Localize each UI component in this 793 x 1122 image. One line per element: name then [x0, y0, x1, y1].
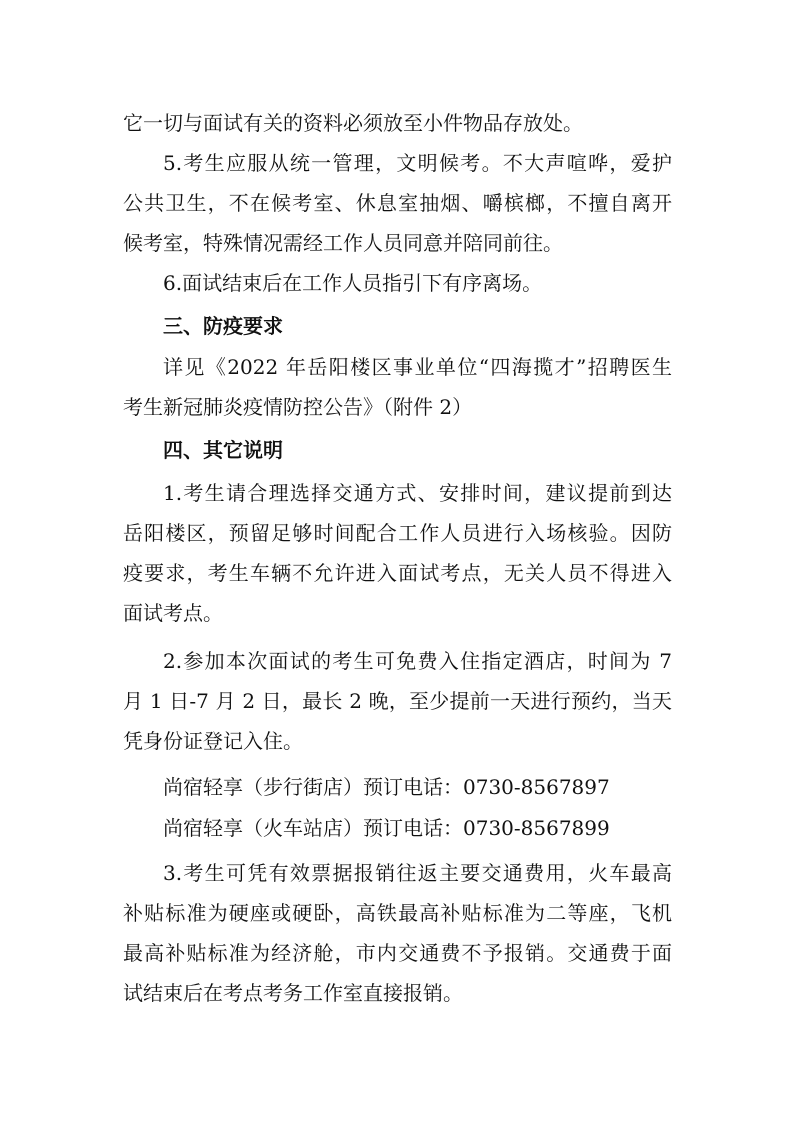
text-line: 考生新冠肺炎疫情防控公告》（附件 2）	[123, 395, 473, 419]
text-line: 1.考生请合理选择交通方式、安排时间，建议提前到达	[163, 481, 672, 505]
text-line: 月 1 日-7 月 2 日，最长 2 晚，至少提前一天进行预约，当天	[123, 689, 672, 713]
section-heading: 三、防疫要求	[163, 314, 283, 338]
hotel-phone-line: 尚宿轻享（火车站店）预订电话：0730-8567899	[163, 816, 610, 840]
text-line: 6.面试结束后在工作人员指引下有序离场。	[163, 271, 543, 295]
hotel-phone-line: 尚宿轻享（步行街店）预订电话：0730-8567897	[163, 775, 610, 799]
text-line: 试结束后在考点考务工作室直接报销。	[123, 981, 463, 1005]
text-line: 补贴标准为硬座或硬卧，高铁最高补贴标准为二等座，飞机	[123, 901, 672, 925]
text-line: 3.考生可凭有效票据报销往返主要交通费用，火车最高	[163, 861, 672, 885]
text-line: 5.考生应服从统一管理，文明候考。不大声喧哗，爱护	[163, 151, 672, 175]
text-line: 疫要求，考生车辆不允许进入面试考点，无关人员不得进入	[123, 561, 672, 585]
text-line: 岳阳楼区，预留足够时间配合工作人员进行入场核验。因防	[123, 521, 672, 545]
text-line: 最高补贴标准为经济舱，市内交通费不予报销。交通费于面	[123, 941, 672, 965]
text-line: 详见《2022 年岳阳楼区事业单位“四海揽才”招聘医生	[163, 355, 672, 379]
section-heading: 四、其它说明	[163, 438, 283, 462]
text-line: 面试考点。	[123, 601, 223, 625]
text-line: 凭身份证登记入住。	[123, 729, 303, 753]
text-line: 公共卫生，不在候考室、休息室抽烟、嚼槟榔，不擅自离开	[123, 191, 672, 215]
text-line: 它一切与面试有关的资料必须放至小件物品存放处。	[123, 111, 583, 135]
text-line: 2.参加本次面试的考生可免费入住指定酒店，时间为 7	[163, 649, 672, 673]
text-line: 候考室，特殊情况需经工作人员同意并陪同前往。	[123, 231, 563, 255]
